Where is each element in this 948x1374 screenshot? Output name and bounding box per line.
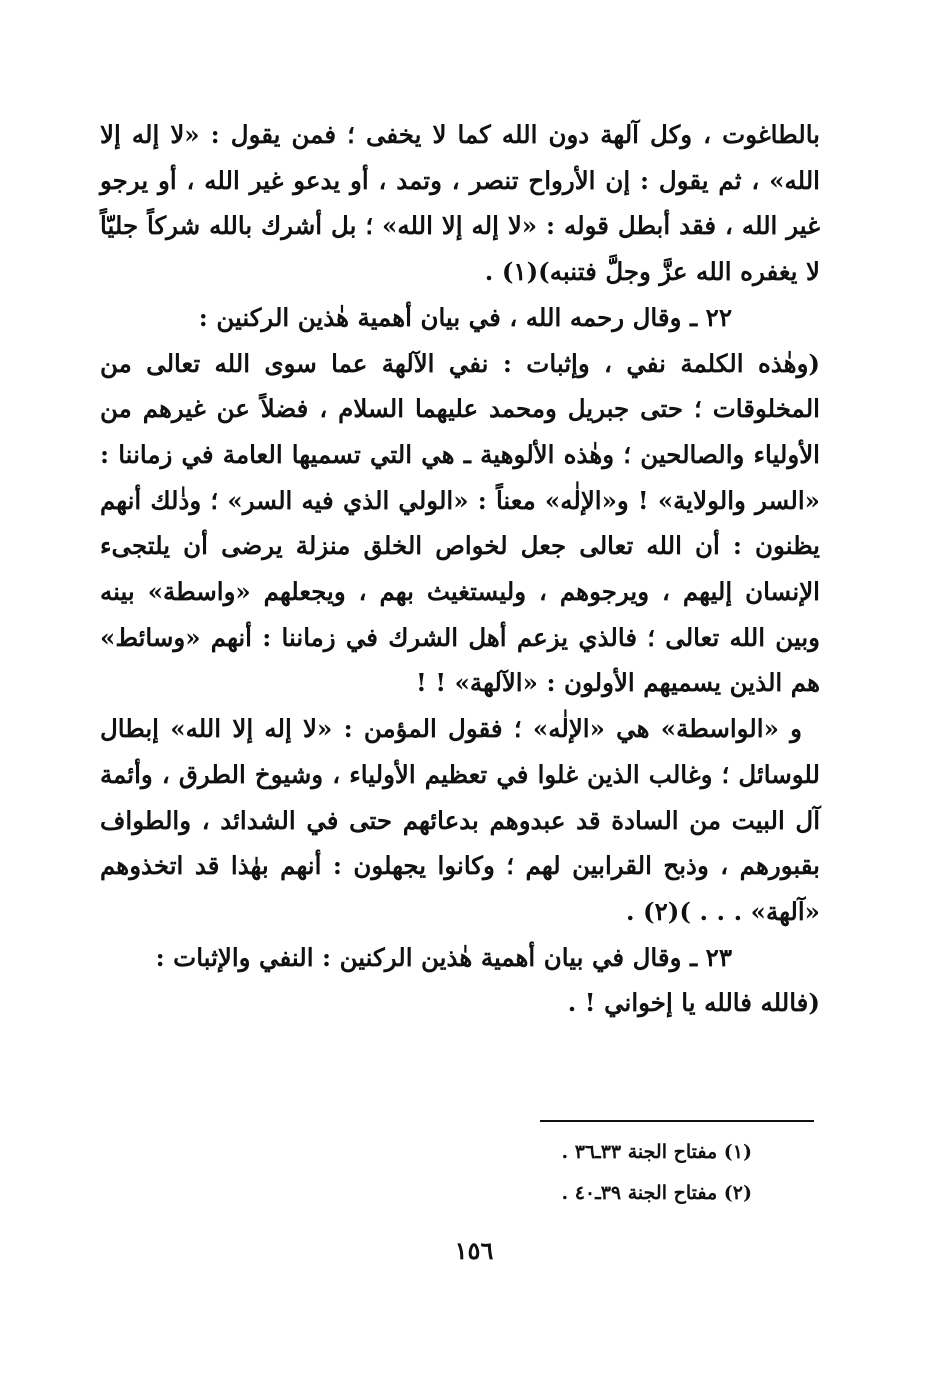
section-heading-23: ٢٣ ـ وقال في بيان أهمية هٰذين الركنين : النفي والإثبات : <box>155 942 732 972</box>
footnote-divider <box>540 1120 814 1122</box>
page-number: ١٥٦ <box>454 1236 494 1265</box>
footnote-2: (٢) مفتاح الجنة ٣٩ـ٤٠ . <box>561 1182 752 1204</box>
paragraph-quote-23: (فالله فالله يا إخواني ! . <box>567 988 820 1018</box>
section-heading-22: ٢٢ ـ وقال رحمه الله ، في بيان أهمية هٰذين الركنين : <box>198 302 732 332</box>
paragraph-quote-22: (وهٰذه الكلمة نفي ، وإثبات : نفي الآلهة عما سوى الله تعالى من المخلوقات ؛ حتى جبريل ومحمد عليهما السلام ، فضلاً عن غيرهم من الأولياء والصالحين ؛ وهٰذه الألوهية ـ هي التي تسميها العامة في زماننا : «السر والولاية» ! و«الإلٰه» معناً : «الولي الذي فيه السر» ؛ وذٰلك أنهم يظنون : أن الله تعالى جعل لخواص الخلق منزلة يرضى أن يلتجىء الإنسان إليهم ، ويرجوهم ، وليستغيث بهم ، ويجعلهم «واسطة» بينه وبين الله تعالى ؛ فالذي يزعم أهل الشرك في زماننا : أنهم «وسائط» هم الذين يسميهم الأولون : «الآلهة» ! ! <box>100 348 820 698</box>
paragraph-wasita: و «الواسطة» هي «الإلٰه» ؛ فقول المؤمن : «لا إله إلا الله» إبطال للوسائل ؛ وغالب الذين غلوا في تعظيم الأولياء ، وشيوخ الطرق ، وأئمة آل البيت من السادة قد عبدوهم بدعائهم حتى في الشدائد ، والطواف بقبورهم ، وذبح القرابين لهم ؛ وكانوا يجهلون : أنهم بهٰذا قد اتخذوهم «آلهة» . . . )(٢) . <box>100 714 820 926</box>
paragraph-continuation: بالطاغوت ، وكل آلهة دون الله كما لا يخفى ؛ فمن يقول : «لا إله إلا الله» ، ثم يقول : إن الأرواح تنصر ، وتمد ، أو يدعو غير الله ، أو يرجو غير الله ، فقد أبطل قوله : «لا إله إلا الله» ؛ بل أشرك بالله شركاً جليّاً لا يغفره الله عزَّ وجلَّ فتنبه)(١) . <box>100 120 820 287</box>
footnote-1: (١) مفتاح الجنة ٣٣ـ٣٦ . <box>561 1141 752 1163</box>
main-text <box>100 112 820 1026</box>
footnotes <box>400 1132 752 1214</box>
